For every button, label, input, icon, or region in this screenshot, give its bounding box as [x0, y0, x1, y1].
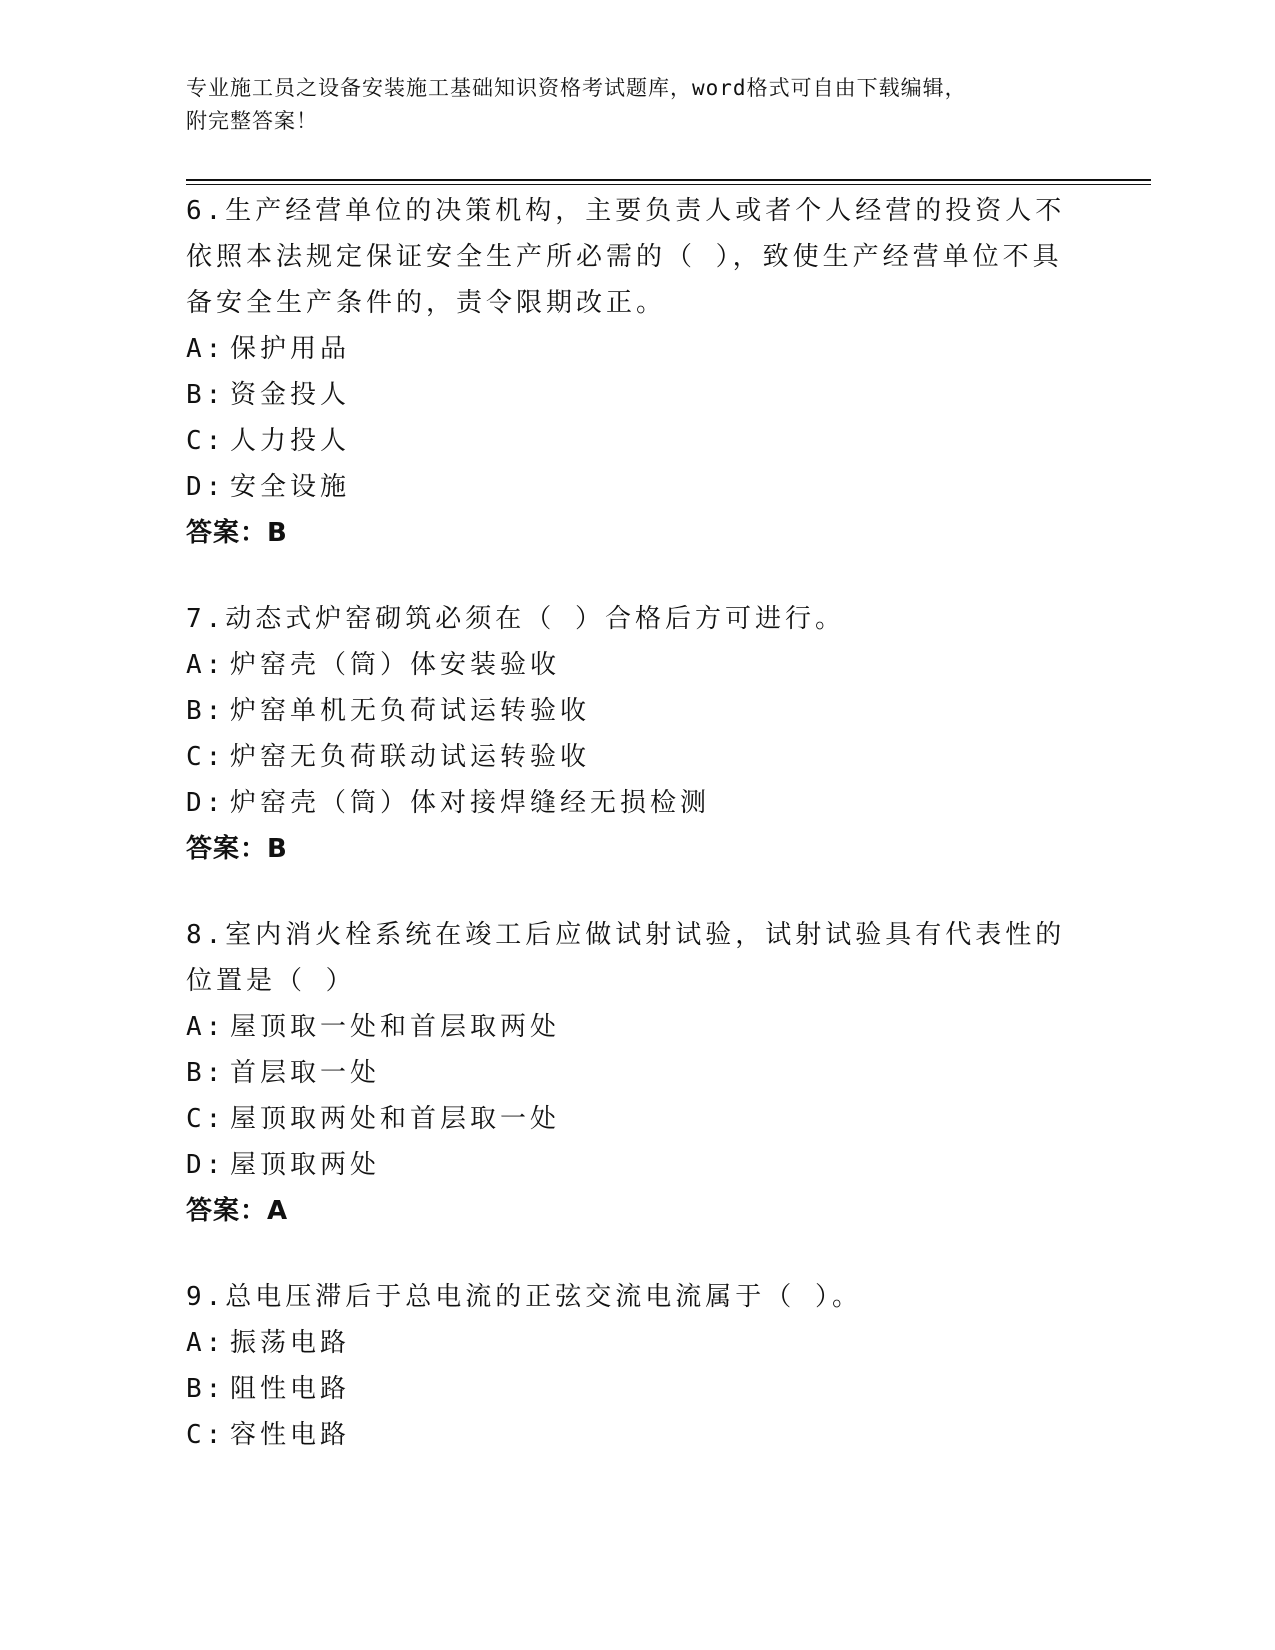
header-divider-thin	[186, 184, 1151, 185]
question-option	[186, 326, 1086, 372]
option-letter: C:	[186, 742, 226, 772]
option-text: 保护用品	[230, 334, 351, 364]
option-text: 首层取一处	[230, 1058, 381, 1088]
option-letter: D:	[186, 788, 226, 818]
option-text: 安全设施	[230, 472, 351, 502]
option-text: 屋顶取两处和首层取一处	[230, 1104, 561, 1134]
question-answer: 答案：A	[186, 1196, 289, 1226]
question-list	[186, 188, 1086, 1498]
question-stem: 9.总电压滞后于总电流的正弦交流电流属于（ ）。	[186, 1282, 862, 1312]
question-option	[186, 688, 1086, 734]
option-letter: A:	[186, 1328, 226, 1358]
question-option	[186, 1366, 1086, 1412]
option-text: 炉窑壳（筒）体安装验收	[230, 650, 561, 680]
header-divider-thick	[186, 179, 1151, 181]
option-text: 炉窑无负荷联动试运转验收	[230, 742, 591, 772]
question-item	[186, 596, 1086, 872]
document-header	[186, 72, 1086, 138]
question-option	[186, 464, 1086, 510]
option-text: 屋顶取两处	[230, 1150, 381, 1180]
option-text: 炉窑单机无负荷试运转验收	[230, 696, 591, 726]
question-stem: 8.室内消火栓系统在竣工后应做试射试验，试射试验具有代表性的位置是（ ）	[186, 920, 1066, 996]
option-letter: C:	[186, 1420, 226, 1450]
question-answer: 答案：B	[186, 834, 288, 864]
question-option	[186, 780, 1086, 826]
option-letter: B:	[186, 696, 226, 726]
question-option	[186, 1412, 1086, 1458]
option-text: 人力投人	[230, 426, 351, 456]
option-letter: A:	[186, 650, 226, 680]
option-text: 容性电路	[230, 1420, 351, 1450]
header-line-1: 专业施工员之设备安装施工基础知识资格考试题库，word格式可自由下载编辑，	[186, 76, 967, 100]
option-text: 炉窑壳（筒）体对接焊缝经无损检测	[230, 788, 711, 818]
question-stem: 6.生产经营单位的决策机构，主要负责人或者个人经营的投资人不依照本法规定保证安全生产所必需的（ ），致使生产经营单位不具备安全生产条件的，责令限期改正。	[186, 196, 1066, 318]
question-item	[186, 188, 1086, 556]
option-letter: D:	[186, 1150, 226, 1180]
option-letter: A:	[186, 334, 226, 364]
option-letter: C:	[186, 426, 226, 456]
option-letter: D:	[186, 472, 226, 502]
option-text: 阻性电路	[230, 1374, 351, 1404]
question-item	[186, 912, 1086, 1234]
option-letter: B:	[186, 1058, 226, 1088]
question-stem: 7.动态式炉窑砌筑必须在（ ）合格后方可进行。	[186, 604, 845, 634]
option-letter: A:	[186, 1012, 226, 1042]
question-option	[186, 1096, 1086, 1142]
question-item	[186, 1274, 1086, 1458]
option-letter: C:	[186, 1104, 226, 1134]
question-option	[186, 1320, 1086, 1366]
option-text: 屋顶取一处和首层取两处	[230, 1012, 561, 1042]
option-text: 资金投人	[230, 380, 351, 410]
question-option	[186, 1050, 1086, 1096]
option-letter: B:	[186, 1374, 226, 1404]
header-line-2: 附完整答案！	[186, 109, 318, 133]
question-option	[186, 1142, 1086, 1188]
question-option	[186, 418, 1086, 464]
question-answer: 答案：B	[186, 518, 288, 548]
question-option	[186, 372, 1086, 418]
question-option	[186, 1004, 1086, 1050]
option-text: 振荡电路	[230, 1328, 351, 1358]
question-option	[186, 734, 1086, 780]
question-option	[186, 642, 1086, 688]
option-letter: B:	[186, 380, 226, 410]
